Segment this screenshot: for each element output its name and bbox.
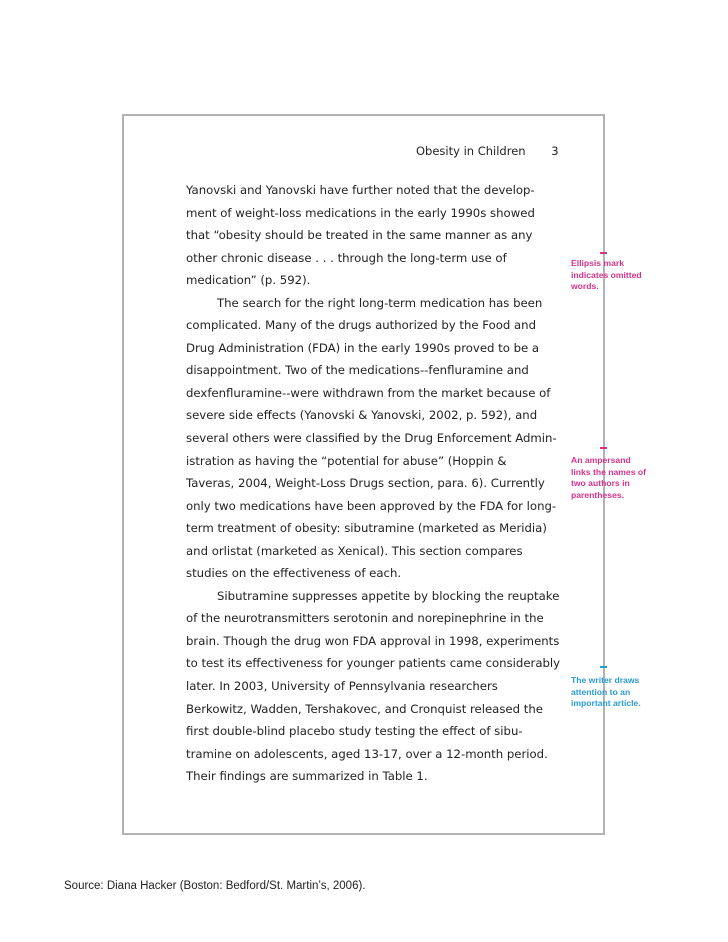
running-head-title: Obesity in Children [416, 144, 526, 158]
text-line: complicated. Many of the drugs authorized by the Food and [186, 318, 536, 333]
annotation-connector [600, 666, 607, 668]
text-line: Their findings are summarized in Table 1. [186, 769, 428, 784]
text-line: medication” (p. 592). [186, 273, 311, 288]
text-line: tramine on adolescents, aged 13-17, over a 12-month period. [186, 746, 548, 761]
text-line: later. In 2003, University of Pennsylvania researchers [186, 679, 498, 694]
body-text [186, 179, 561, 788]
text-line: only two medications have been approved by the FDA for long- [186, 498, 557, 513]
annotation-line: The writer draws [571, 675, 640, 685]
text-line: Taveras, 2004, Weight-Loss Drugs section, para. 6). Currently [186, 476, 545, 491]
annotation-writer-note [571, 675, 663, 710]
text-line: brain. Though the drug won FDA approval in 1998, experiments [186, 633, 560, 648]
running-head [416, 144, 559, 158]
annotation-line: parentheses. [571, 489, 625, 500]
text-line: term treatment of obesity: sibutramine (marketed as Meridia) [186, 521, 547, 536]
text-line: dexfenfluramine--were withdrawn from the market because of [186, 385, 551, 400]
page-number: 3 [551, 144, 559, 158]
text-line: studies on the effectiveness of each. [186, 566, 402, 581]
annotation-line: important article. [571, 698, 641, 709]
annotation-line: Ellipsis mark [571, 258, 625, 268]
text-line: of the neurotransmitters serotonin and norepinephrine in the [186, 611, 544, 626]
text-line: and orlistat (marketed as Xenical). This section compares [186, 543, 523, 558]
text-line: severe side effects (Yanovski & Yanovski, 2002, p. 592), and [186, 408, 538, 423]
text-line: first double-blind placebo study testing the effect of sibu- [186, 724, 523, 739]
annotation-line: An ampersand [571, 455, 631, 465]
annotation-ampersand-note [571, 455, 663, 501]
text-line: ment of weight-loss medications in the early 1990s showed [186, 205, 535, 220]
text-line: Drug Administration (FDA) in the early 1990s proved to be a [186, 340, 540, 355]
text-line: several others were classified by the Drug Enforcement Admin- [186, 431, 557, 446]
text-line: Sibutramine suppresses appetite by blocking the reuptake [217, 588, 560, 603]
text-line: Yanovski and Yanovski have further noted that the develop- [186, 183, 535, 197]
annotation-connector [600, 447, 607, 449]
text-line: to test its effectiveness for younger patients came considerably [186, 656, 561, 671]
text-line: Berkowitz, Wadden, Tershakovec, and Cronquist released the [186, 701, 543, 716]
annotation-line: indicates omitted [571, 269, 642, 280]
annotation-ellipsis-note [571, 258, 663, 293]
annotation-line: words. [571, 281, 599, 292]
annotation-line: links the names of [571, 466, 646, 477]
text-line: The search for the right long-term medication has been [217, 295, 543, 310]
text-line: disappointment. Two of the medications--fenfluramine and [186, 363, 529, 378]
text-line: that “obesity should be treated in the same manner as any [186, 228, 533, 243]
source-credit: Source: Diana Hacker (Boston: Bedford/St. Martin’s, 2006). [64, 880, 366, 892]
text-line: other chronic disease . . . through the long-term use of [186, 250, 507, 265]
annotation-line: attention to an [571, 686, 631, 697]
annotation-line: two authors in [571, 478, 630, 489]
text-line: istration as having the “potential for abuse” (Hoppin & [186, 453, 507, 468]
annotation-connector [600, 252, 607, 254]
